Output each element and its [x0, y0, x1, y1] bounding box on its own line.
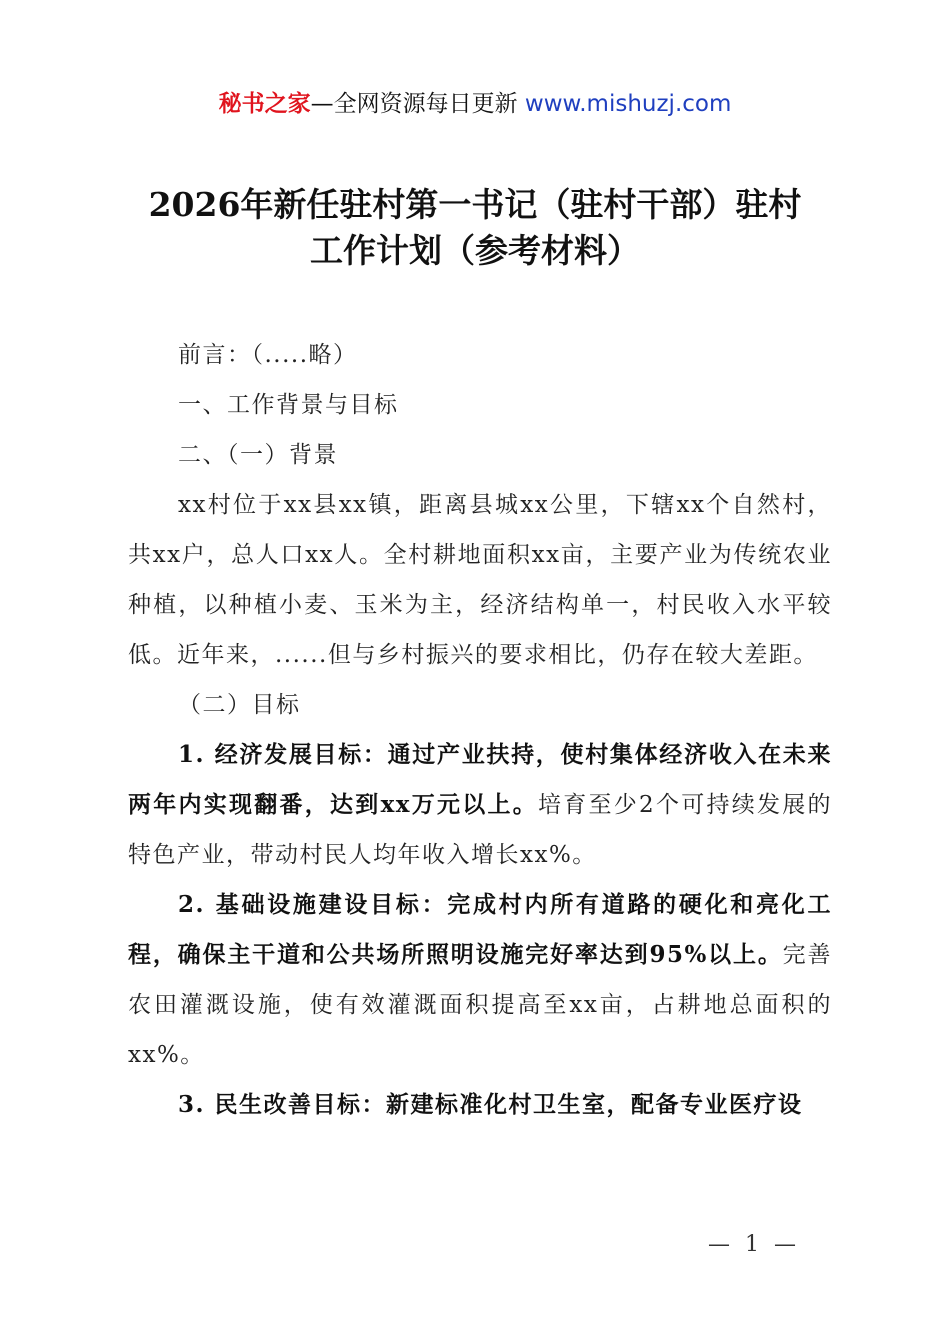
goal-2-paragraph [128, 880, 832, 1080]
document-body [128, 330, 832, 1130]
brand-name: 秘书之家 [218, 91, 311, 117]
site-header [0, 86, 950, 122]
site-url[interactable]: www.mishuzj.com [524, 91, 732, 117]
document-title-line-1: 2026年新任驻村第一书记（驻村干部）驻村 [148, 185, 802, 224]
section-heading-1: 一、工作背景与目标 [178, 392, 399, 418]
goal-1-rest: 培育至少2个可持续发展的特色产业，带动村民人均年收入增长xx%。 [128, 792, 832, 868]
goal-1-paragraph [128, 730, 832, 880]
section-heading-2: 二、（一）背景 [178, 442, 338, 468]
header-tagline: —全网资源每日更新 [310, 91, 518, 117]
goals-heading: （二）目标 [178, 692, 301, 718]
goal-1-bold: 1. 经济发展目标：通过产业扶持，使村集体经济收入在未来两年内实现翻番，达到xx万元以上。 [128, 741, 832, 818]
goal-3-bold: 3. 民生改善目标：新建标准化村卫生室，配备专业医疗设 [178, 1091, 803, 1118]
preface: 前言：（.....略） [178, 342, 358, 368]
document-title-line-2: 工作计划（参考材料） [310, 231, 640, 270]
page-number: — 1 — [708, 1232, 800, 1257]
goal-2-rest: 完善农田灌溉设施，使有效灌溉面积提高至xx亩，占耕地总面积的xx%。 [128, 942, 832, 1068]
background-paragraph: xx村位于xx县xx镇，距离县城xx公里，下辖xx个自然村，共xx户，总人口xx人。全村耕地面积xx亩，主要产业为传统农业种植，以种植小麦、玉米为主，经济结构单一，村民收入水平较低。近年来，......但与乡村振兴的要求相比，仍存在较大差距。 [128, 492, 832, 668]
goal-2-bold: 2. 基础设施建设目标：完成村内所有道路的硬化和亮化工程，确保主干道和公共场所照明设施完好率达到95%以上。 [128, 891, 832, 968]
goal-3-paragraph [128, 1080, 832, 1130]
